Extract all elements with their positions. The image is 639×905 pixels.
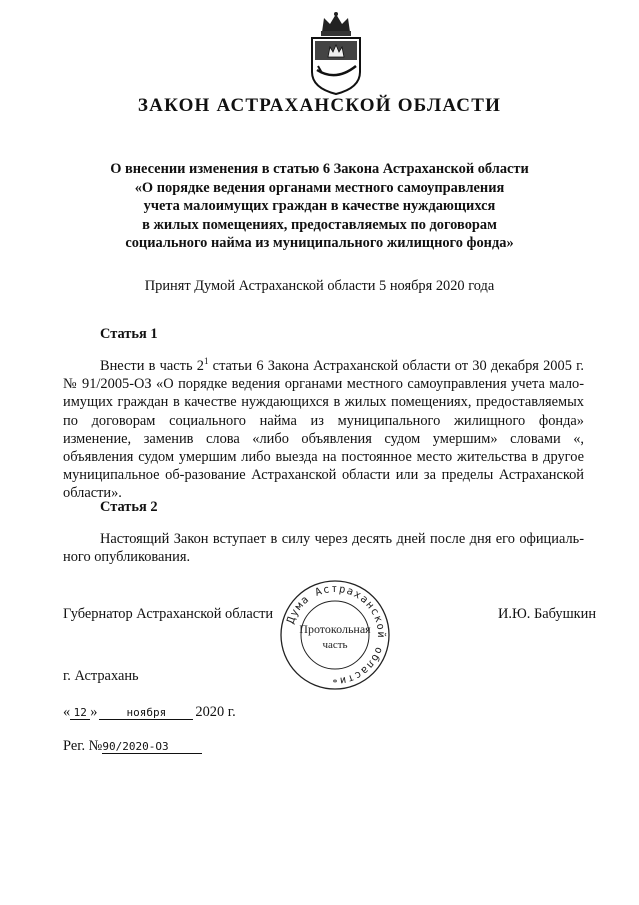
article-1-text-part: Внести в часть 2 bbox=[100, 358, 204, 374]
stamp-ring-text: Дума Астраханской области bbox=[284, 582, 388, 687]
city-line: г. Астрахань bbox=[63, 668, 139, 684]
date-day: 12 bbox=[70, 706, 90, 720]
date-line bbox=[63, 704, 236, 721]
date-quote: « bbox=[63, 704, 71, 720]
subtitle-line: О внесении изменения в статью 6 Закона Астраханской области bbox=[110, 161, 529, 177]
subtitle-line: социального найма из муниципального жилищного фонда» bbox=[125, 235, 514, 251]
date-month: ноября bbox=[99, 706, 193, 720]
adoption-note: Принят Думой Астраханской области 5 ноября 2020 года bbox=[144, 278, 495, 294]
article-1-superscript: 1 bbox=[203, 356, 209, 367]
document-subtitle bbox=[0, 160, 639, 253]
date-year: 2020 г. bbox=[195, 704, 236, 720]
astrakhan-coat-of-arms-icon bbox=[304, 10, 368, 96]
article-1-text bbox=[63, 357, 584, 503]
stamp-center-text: Протокольная bbox=[299, 622, 371, 636]
document-title: ЗАКОН АСТРАХАНСКОЙ ОБЛАСТИ bbox=[137, 95, 502, 116]
registration-number: 90/2020-ОЗ bbox=[102, 740, 202, 754]
article-1-text-part: статьи 6 Закона Астраханской области от 30 декабря 2005 г. № 91/2005-ОЗ «О порядке ведения органами местного самоуправления учета мало-имущих граждан в качестве нуждающихся в жилых помещениях, предоставляемых по договорам социального найма из муниципального жилищного фонда» изменение, заменив слова «либо объявления судом умершим» словами «, объявления судом умершим либо выезда на постоянное место жительства в другое муниципальное об-разование Астраханской области или за пределы Астраханской области». bbox=[63, 358, 584, 502]
subtitle-line: учета малоимущих граждан в качестве нуждающихся bbox=[143, 198, 496, 214]
round-stamp bbox=[278, 578, 392, 692]
subtitle-line: в жилых помещениях, предоставляемых по договорам bbox=[142, 216, 497, 233]
article-1-heading: Статья 1 bbox=[100, 326, 158, 342]
registration-line bbox=[63, 738, 202, 755]
registration-label: Рег. № bbox=[63, 738, 103, 754]
governor-position: Губернатор Астраханской области bbox=[63, 606, 274, 622]
date-quote: » bbox=[90, 704, 98, 720]
stamp-star: * bbox=[332, 678, 338, 689]
article-2-heading: Статья 2 bbox=[100, 499, 158, 515]
subtitle-line: «О порядке ведения органами местного самоуправления bbox=[134, 179, 505, 196]
governor-name: И.Ю. Бабушкин bbox=[498, 606, 597, 622]
article-2-text: Настоящий Закон вступает в силу через десять дней после дня его официаль-ного опубликования. bbox=[63, 531, 584, 566]
stamp-center-text: часть bbox=[322, 639, 348, 651]
